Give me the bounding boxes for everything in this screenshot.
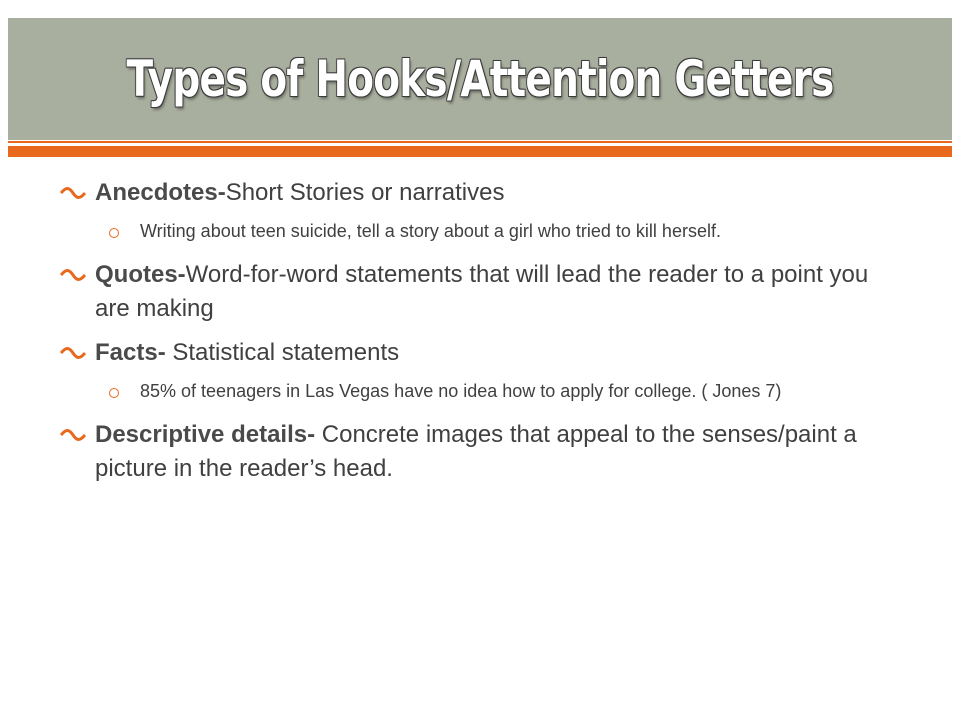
bullet-text: Word-for-word statements that will lead the reader to a point you are making (95, 261, 869, 322)
bullet-quotes (60, 258, 890, 326)
sub-bullet (60, 216, 890, 246)
bullet-text: Concrete images that appeal to the senses/paint a picture in the reader’s head. (95, 421, 857, 482)
circle-bullet-icon (109, 388, 119, 398)
bullet-anecdotes (60, 176, 890, 210)
ribbon-bullet-icon (60, 258, 90, 292)
accent-line-thick (8, 146, 952, 157)
sub-bullet-text: 85% of teenagers in Las Vegas have no idea how to apply for college. ( Jones 7) (140, 381, 782, 401)
bullet-text: Short Stories or narratives (225, 179, 505, 206)
slide-title: Types of Hooks/Attention Getters (126, 50, 834, 108)
bullet-facts (60, 336, 890, 370)
bullet-text: Statistical statements (165, 339, 400, 366)
ribbon-bullet-icon (60, 418, 90, 452)
bullet-term: Anecdotes- (95, 179, 226, 206)
ribbon-bullet-icon (60, 176, 90, 210)
slide-content (60, 176, 890, 486)
sub-bullet-text: Writing about teen suicide, tell a story about a girl who tried to kill herself. (140, 221, 721, 241)
ribbon-bullet-icon (60, 336, 90, 370)
bullet-descriptive-details (60, 418, 890, 486)
bullet-term: Facts- (95, 339, 166, 366)
sub-bullet (60, 376, 890, 406)
bullet-term: Quotes- (95, 261, 186, 288)
circle-bullet-icon (109, 228, 119, 238)
bullet-term: Descriptive details- (95, 421, 316, 448)
title-bar (8, 18, 952, 140)
accent-line-thin (8, 141, 952, 143)
